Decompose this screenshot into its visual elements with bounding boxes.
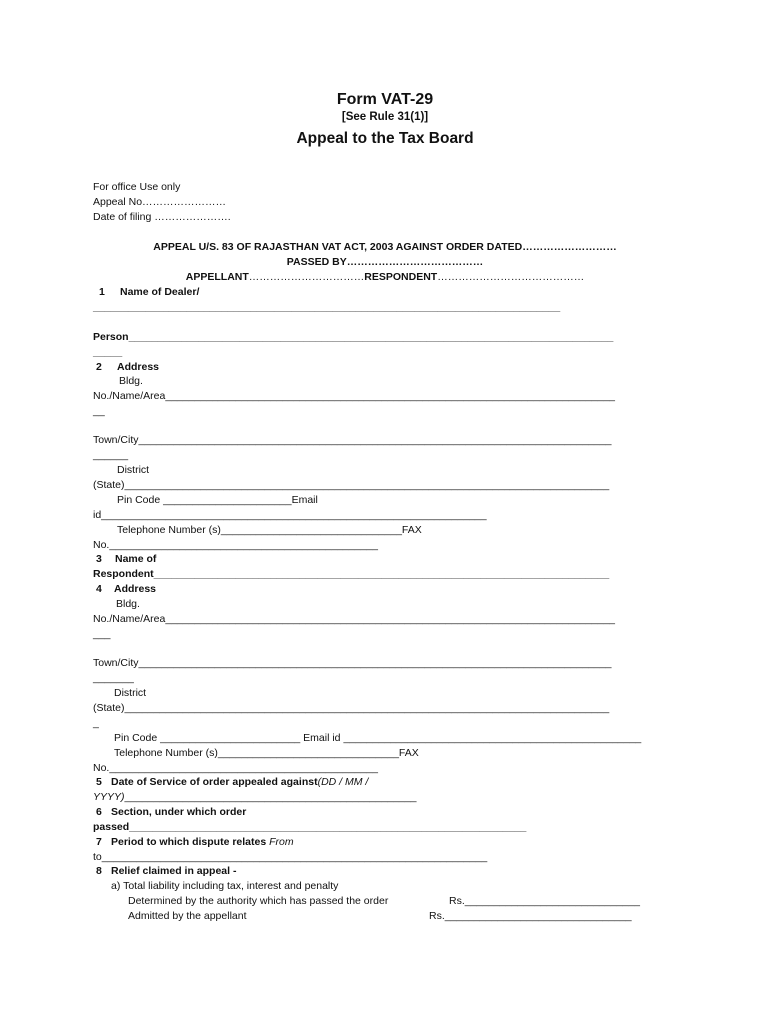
section-1-label: Name of Dealer/ (120, 286, 200, 298)
area-line-2-cont: ___ (93, 628, 111, 640)
town-line-cont: ______ (93, 449, 129, 461)
section-8-number: 8 (96, 865, 102, 877)
section-2-label: Address (117, 361, 160, 373)
person-line: Person___________________________________________________________________________________ (93, 331, 614, 343)
total-liability-label: a) Total liability including tax, interest and penalty (111, 880, 339, 892)
telephone-fax-line: Telephone Number (s)_______________________________FAX (117, 524, 422, 536)
section-4-number: 4 (96, 583, 102, 595)
person-line-cont: _____ (93, 346, 123, 358)
section-5-number: 5 (96, 776, 102, 788)
area-line-2: No./Name/Area_____________________________________________________________________________ (93, 613, 616, 625)
town-line-2: Town/City_________________________________________________________________________________ (93, 657, 612, 669)
pin-email-line-2: Pin Code ________________________ Email id ___________________________________________________ (114, 732, 642, 744)
office-use-label: For office Use only (93, 181, 181, 193)
section-1-number: 1 (99, 286, 105, 298)
respondent-dots: …………………………………… (437, 271, 585, 283)
admitted-amount-line: Rs.________________________________ (429, 910, 632, 922)
district-label-2: District (114, 687, 147, 699)
town-line-2-cont: _______ (93, 672, 134, 684)
state-line: (State)___________________________________________________________________________________ (93, 479, 610, 491)
date-of-service-blank: __________________________________________________ (124, 791, 417, 803)
section-4-label: Address (114, 583, 157, 595)
bldg-label: Bldg. (119, 375, 143, 387)
section-5-label: Date of Service of order appealed against (111, 776, 318, 788)
bldg-label-2: Bldg. (116, 598, 140, 610)
respondent-label: RESPONDENT (364, 271, 438, 283)
appeal-no-field: Appeal No…………………… (93, 196, 227, 208)
appellant-respondent-line (0, 270, 770, 284)
section-5-label-row (111, 775, 368, 789)
pin-email-line: Pin Code ______________________Email (117, 494, 318, 506)
date-of-service-line (93, 790, 417, 804)
date-format-hint: (DD / MM / (317, 776, 369, 788)
dealer-name-line: ________________________________________________________________________________ (93, 301, 561, 313)
section-6-number: 6 (96, 806, 102, 818)
section-2-number: 2 (96, 361, 102, 373)
state-line-2-cont: _ (93, 717, 99, 729)
form-title: Form VAT-29 (336, 91, 434, 108)
section-7-label-row (111, 835, 294, 849)
section-6-label: Section, under which order (111, 806, 247, 818)
fax-no-line-2: No.______________________________________________ (93, 762, 378, 774)
date-of-filing-field: Date of filing …………………. (93, 211, 231, 223)
town-line: Town/City_________________________________________________________________________________ (93, 434, 612, 446)
area-line: No./Name/Area_____________________________________________________________________________ (93, 390, 616, 402)
section-7-number: 7 (96, 836, 102, 848)
determined-label: Determined by the authority which has passed the order (128, 895, 389, 907)
email-id-line: id__________________________________________________________________ (93, 509, 487, 521)
district-label: District (117, 464, 150, 476)
section-3-label: Name of (115, 553, 157, 565)
telephone-fax-line-2: Telephone Number (s)_______________________________FAX (114, 747, 419, 759)
section-8-label: Relief claimed in appeal - (111, 865, 237, 877)
section-passed-line: passed____________________________________________________________________ (93, 821, 527, 833)
fax-no-line: No.______________________________________________ (93, 539, 378, 551)
rule-reference: [See Rule 31(1)] (341, 111, 429, 123)
appellant-dots: …………………………… (248, 271, 365, 283)
section-3-number: 3 (96, 553, 102, 565)
area-line-cont: __ (93, 405, 105, 417)
section-7-label: Period to which dispute relates (111, 836, 267, 848)
date-format-hint-year: YYYY) (93, 791, 125, 803)
state-line-2: (State)___________________________________________________________________________________ (93, 702, 610, 714)
appeal-line: APPEAL U/S. 83 OF RAJASTHAN VAT ACT, 2003 AGAINST ORDER DATED……………………… (153, 241, 617, 253)
period-from-label: From (269, 836, 294, 848)
period-to-line: to__________________________________________________________________ (93, 851, 488, 863)
respondent-line: Respondent______________________________________________________________________________ (93, 568, 610, 580)
admitted-label: Admitted by the appellant (128, 910, 247, 922)
determined-amount-line: Rs.______________________________ (449, 895, 640, 907)
passed-by-line: PASSED BY………………………………… (286, 256, 484, 268)
form-heading: Appeal to the Tax Board (296, 130, 474, 147)
appellant-label: APPELLANT (185, 271, 249, 283)
